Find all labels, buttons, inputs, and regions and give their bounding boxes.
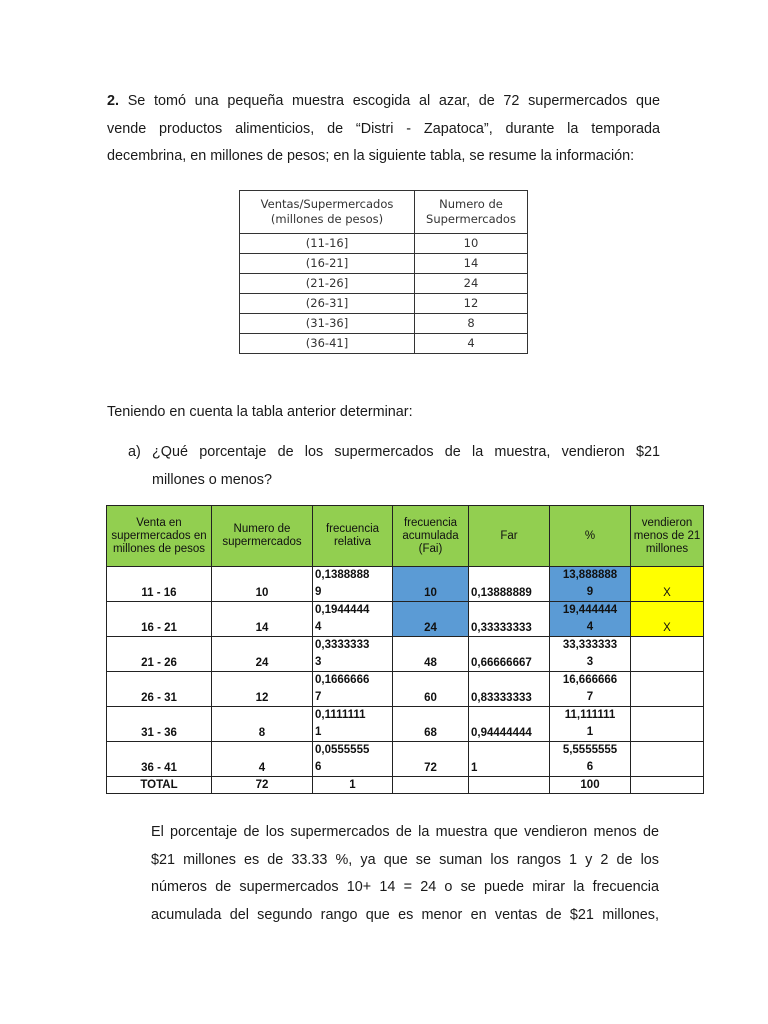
relative-frequency-cell: [313, 672, 393, 707]
percent-cell-part: 6: [586, 761, 594, 773]
relative-frequency-cell-part: 0,1666666: [315, 674, 370, 686]
count-cell: 8: [212, 707, 313, 742]
percent-cell-part: 33,333333: [562, 639, 618, 651]
table-row: [107, 707, 704, 742]
sold-less-21-cell: [631, 707, 704, 742]
percent-cell-part: 19,444444: [562, 604, 618, 616]
far-cell: 0,94444444: [469, 707, 550, 742]
intro-line: [107, 88, 660, 116]
percent-cell-part: 11,111111: [564, 709, 616, 721]
percent-cell: [550, 637, 631, 672]
far-cell: 0,13888889: [469, 567, 550, 602]
header-text: (millones de pesos): [270, 212, 384, 226]
total-empty-cell: [469, 777, 550, 794]
cumulative-frequency-cell: 10: [393, 567, 469, 602]
question-line: ¿Qué porcentaje de los supermercados de la muestra, vendieron $21: [152, 444, 660, 460]
range-cell: (26-31]: [240, 294, 415, 314]
relative-frequency-cell: [313, 602, 393, 637]
relative-frequency-cell-part: 3: [315, 656, 322, 668]
sold-less-21-cell: [631, 672, 704, 707]
range-cell: 16 - 21: [107, 602, 212, 637]
cumulative-frequency-cell: 68: [393, 707, 469, 742]
question-text: [152, 438, 660, 494]
percent-cell-part: 13,888888: [562, 569, 618, 581]
question-label: a): [128, 444, 141, 460]
relative-frequency-cell-part: 0,1388888: [315, 569, 370, 581]
range-cell: 21 - 26: [107, 637, 212, 672]
sold-less-21-cell: [631, 637, 704, 672]
total-empty-cell: [631, 777, 704, 794]
cumulative-frequency-cell: 24: [393, 602, 469, 637]
far-cell: 0,66666667: [469, 637, 550, 672]
relative-frequency-cell-part: 4: [315, 621, 322, 633]
header-cell-count: [415, 191, 528, 234]
question-line: millones o menos?: [152, 472, 272, 488]
header-text: Numero de: [439, 197, 503, 211]
range-cell: (21-26]: [240, 274, 415, 294]
total-relative-frequency: 1: [313, 777, 393, 794]
range-cell: (11-16]: [240, 234, 415, 254]
total-percent: 100: [550, 777, 631, 794]
sales-frequency-table: [239, 190, 528, 354]
percent-cell-part: 3: [586, 656, 594, 668]
total-label: TOTAL: [107, 777, 212, 794]
range-cell: (31-36]: [240, 314, 415, 334]
percent-cell-part: 5,5555555: [562, 744, 618, 756]
total-empty-cell: [393, 777, 469, 794]
relative-frequency-cell-part: 9: [315, 586, 322, 598]
relative-frequency-cell: [313, 742, 393, 777]
table-row: [240, 314, 528, 334]
count-cell: 12: [212, 672, 313, 707]
range-cell: 26 - 31: [107, 672, 212, 707]
conclusion-line: El porcentaje de los supermercados de la muestra que vendieron menos de: [151, 824, 659, 840]
conclusion-paragraph: [151, 819, 659, 929]
percent-cell: [550, 602, 631, 637]
far-cell: 0,83333333: [469, 672, 550, 707]
frequency-analysis-table: [106, 505, 704, 794]
header-text: Supermercados: [426, 212, 516, 226]
count-cell: 4: [212, 742, 313, 777]
count-cell: 14: [212, 602, 313, 637]
range-cell: 31 - 36: [107, 707, 212, 742]
exercise-number: 2.: [107, 93, 120, 109]
total-count: 72: [212, 777, 313, 794]
percent-cell: [550, 707, 631, 742]
sold-less-21-cell: X: [631, 602, 704, 637]
sold-less-21-cell: X: [631, 567, 704, 602]
table-header-row: [240, 191, 528, 234]
table-row: [240, 334, 528, 354]
relative-frequency-cell-part: 0,0555555: [315, 744, 370, 756]
instruction-text: [107, 399, 660, 427]
relative-frequency-cell: [313, 637, 393, 672]
relative-frequency-cell-part: 7: [315, 691, 322, 703]
percent-cell: [550, 567, 631, 602]
relative-frequency-cell: [313, 707, 393, 742]
percent-cell-part: 16,666666: [562, 674, 618, 686]
relative-frequency-cell-part: 1: [315, 726, 322, 738]
relative-frequency-cell-part: 0,1944444: [315, 604, 370, 616]
relative-frequency-cell-part: 0,1111111: [315, 709, 366, 721]
table-row: [107, 742, 704, 777]
table-header-row: [107, 506, 704, 567]
table-body: [107, 567, 704, 777]
conclusion-line: números de supermercados 10+ 14 = 24 o se puede mirar la frecuencia: [151, 879, 659, 895]
table-row: [107, 602, 704, 637]
count-cell: 12: [415, 294, 528, 314]
count-cell: 24: [212, 637, 313, 672]
header-text: Ventas/Supermercados: [260, 197, 394, 211]
total-row: [107, 777, 704, 794]
range-cell: 11 - 16: [107, 567, 212, 602]
range-cell: 36 - 41: [107, 742, 212, 777]
cumulative-frequency-cell: 48: [393, 637, 469, 672]
percent-cell-part: 1: [586, 726, 594, 738]
conclusion-line: acumulada del segundo rango que es menor en ventas de $21 millones,: [151, 906, 659, 923]
range-cell: (16-21]: [240, 254, 415, 274]
table-row: [107, 637, 704, 672]
count-cell: 24: [415, 274, 528, 294]
table-row: [240, 274, 528, 294]
intro-line: decembrina, en millones de pesos; en la siguiente tabla, se resume la información:: [107, 148, 635, 164]
percent-cell-part: 7: [586, 691, 594, 703]
count-cell: 8: [415, 314, 528, 334]
header-relative-frequency: frecuencia relativa: [313, 506, 393, 567]
far-cell: 0,33333333: [469, 602, 550, 637]
cumulative-frequency-cell: 72: [393, 742, 469, 777]
table-row: [240, 294, 528, 314]
intro-line-text: Se tomó una pequeña muestra escogida al azar, de 72 supermercados que: [119, 93, 660, 109]
header-sales-range: Venta en supermercados en millones de pesos: [107, 506, 212, 567]
header-percent: %: [550, 506, 631, 567]
intro-line: vende productos alimenticios, de “Distri - Zapatoca”, durante la temporada: [107, 120, 660, 137]
intro-paragraph: [107, 88, 660, 171]
percent-cell: [550, 742, 631, 777]
header-count: Numero de supermercados: [212, 506, 313, 567]
sold-less-21-cell: [631, 742, 704, 777]
header-cumulative-frequency: frecuencia acumulada (Fai): [393, 506, 469, 567]
far-cell: 1: [469, 742, 550, 777]
header-sold-less-21: vendieron menos de 21 millones: [631, 506, 704, 567]
relative-frequency-cell-part: 0,3333333: [315, 639, 370, 651]
count-cell: 14: [415, 254, 528, 274]
header-far: Far: [469, 506, 550, 567]
cumulative-frequency-cell: 60: [393, 672, 469, 707]
count-cell: 10: [415, 234, 528, 254]
instruction-line: Teniendo en cuenta la tabla anterior determinar:: [107, 404, 413, 420]
header-cell-sales: [240, 191, 415, 234]
percent-cell-part: 4: [586, 621, 594, 633]
count-cell: 4: [415, 334, 528, 354]
range-cell: (36-41]: [240, 334, 415, 354]
table-row: [240, 234, 528, 254]
table-row: [107, 567, 704, 602]
count-cell: 10: [212, 567, 313, 602]
relative-frequency-cell: [313, 567, 393, 602]
percent-cell: [550, 672, 631, 707]
percent-cell-part: 9: [586, 586, 594, 598]
table-row: [240, 254, 528, 274]
table-row: [107, 672, 704, 707]
relative-frequency-cell-part: 6: [315, 761, 322, 773]
conclusion-line: $21 millones es de 33.33 %, ya que se suman los rangos 1 y 2 de los: [151, 851, 659, 868]
